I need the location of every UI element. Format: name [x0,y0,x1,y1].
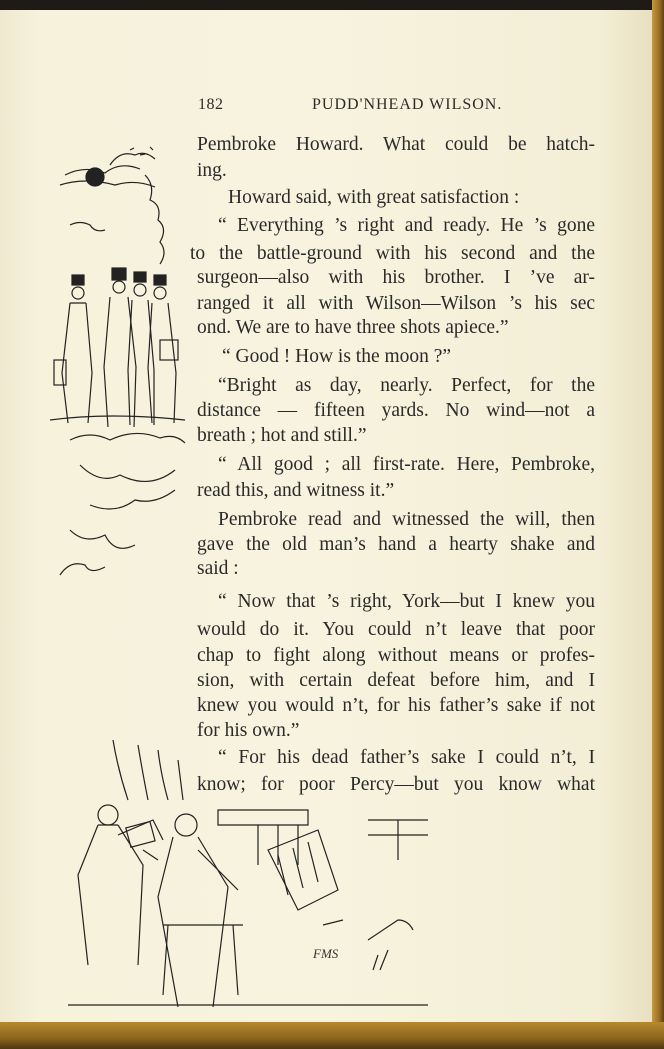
book-cover-edge [652,0,664,1049]
text-line: read this, and witness it.” [197,480,395,501]
page-number: 182 [198,96,224,113]
text-line: said : [197,558,239,579]
text-line: distance — fifteen yards. No wind—not a [197,400,595,421]
illustration-duel-party [50,135,195,585]
text-line: “ All good ; all first-rate. Here, Pembroke, [218,454,595,475]
text-line: Pembroke Howard. What could be hatch- [197,134,595,155]
text-line: gave the old man’s hand a hearty shake and [197,534,595,555]
text-line: Howard said, with great satisfaction : [228,187,520,208]
text-line: “ Now that ’s right, York—but I knew you [218,591,595,612]
text-line: know; for poor Percy—but you know what [197,774,595,795]
text-line: to the battle-ground with his second and the [190,243,595,264]
text-line: ond. We are to have three shots apiece.” [197,317,509,338]
running-title: PUDD'NHEAD WILSON. [312,96,503,113]
text-line: sion, with certain defeat before him, and I [197,670,595,691]
text-line: for his own.” [197,720,300,741]
text-line: “ Good ! How is the moon ?” [222,346,452,367]
text-line: ranged it all with Wilson—Wilson ’s his sec [197,293,595,314]
illustration-signature: FMS [313,946,339,961]
text-line: ing. [197,160,227,181]
text-line: breath ; hot and still.” [197,425,367,446]
text-line: would do it. You could n’t leave that poor [197,619,595,640]
text-line: Pembroke read and witnessed the will, then [218,509,595,530]
text-line: “ Everything ’s right and ready. He ’s gone [218,215,595,236]
text-line: surgeon—also with his brother. I ’ve ar- [197,267,595,288]
top-shadow [0,0,664,10]
text-line: “Bright as day, nearly. Perfect, for the [218,375,595,396]
book-cover-bottom [0,1022,664,1049]
running-header [198,96,618,120]
text-line: “ For his dead father’s sake I could n’t, I [218,747,595,768]
text-line: knew you would n’t, for his father’s sake if not [197,695,595,716]
text-line: chap to fight along without means or profes- [197,645,595,666]
